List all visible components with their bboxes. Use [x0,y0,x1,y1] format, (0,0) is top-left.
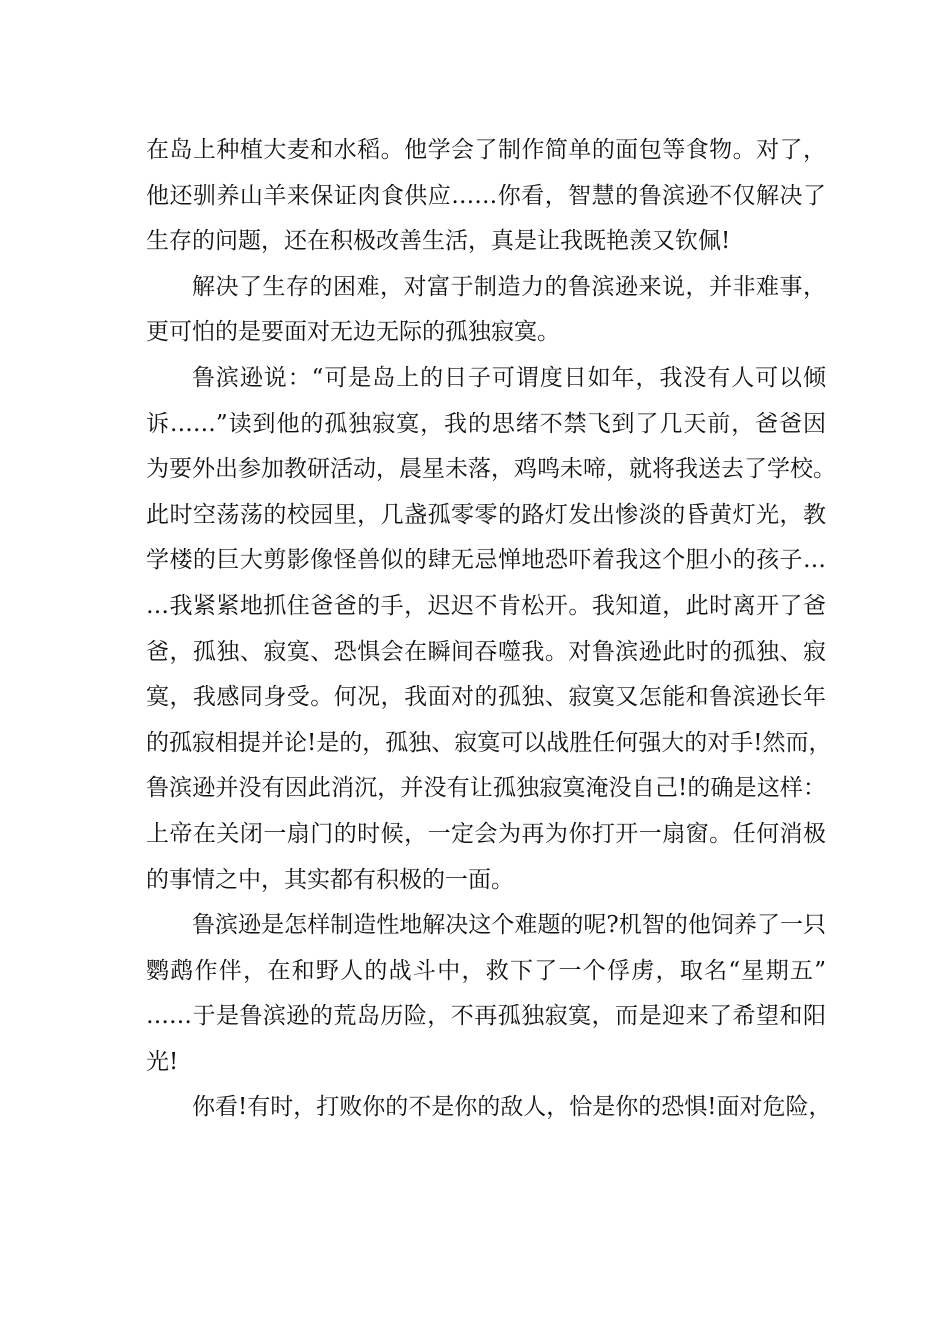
text-line: 上帝在关闭一扇门的时候，一定会为再为你打开一扇窗。任何消极 [146,820,826,847]
text-line: 寞，我感同身受。何况，我面对的孤独、寂寞又怎能和鲁滨逊长年 [146,684,826,711]
text-line: 生存的问题，还在积极改善生活，真是让我既艳羡又钦佩! [146,228,731,255]
text-line: 鲁滨逊并没有因此消沉，并没有让孤独寂寞淹没自己!的确是这样： [146,775,826,802]
text-line: ……于是鲁滨逊的荒岛历险，不再孤独寂寞，而是迎来了希望和阳 [146,1003,826,1030]
text-line: 的孤寂相提并论!是的，孤独、寂寞可以战胜任何强大的对手!然而， [146,729,832,756]
text-line: 此时空荡荡的校园里，几盏孤零零的路灯发出惨淡的昏黄灯光，教 [146,501,826,528]
text-line: 更可怕的是要面对无边无际的孤独寂寞。 [146,319,560,346]
text-line: 你看!有时，打败你的不是你的敌人，恰是你的恐惧!面对危险， [192,1094,832,1121]
text-line: 在岛上种植大麦和水稻。他学会了制作简单的面包等食物。对了， [146,137,826,163]
text-line: 诉……”读到他的孤独寂寞，我的思绪不禁飞到了几天前，爸爸因 [146,410,826,437]
text-line: 鹦鹉作伴，在和野人的战斗中，救下了一个俘虏，取名“星期五” [146,957,826,984]
essay-body-text [146,128,836,1131]
text-line: 爸，孤独、寂寞、恐惧会在瞬间吞噬我。对鲁滨逊此时的孤独、寂 [146,638,826,665]
text-line: 学楼的巨大剪影像怪兽似的肆无忌惮地恐吓着我这个胆小的孩子… [146,547,826,574]
text-line: 鲁滨逊是怎样制造性地解决这个难题的呢?机智的他饲养了一只 [192,912,826,939]
text-line: 为要外出参加教研活动，晨星未落，鸡鸣未啼，就将我送去了学校。 [146,456,836,483]
text-line: …我紧紧地抓住爸爸的手，迟迟不肯松开。我知道，此时离开了爸 [146,592,826,619]
text-line: 解决了生存的困难，对富于制造力的鲁滨逊来说，并非难事， [192,273,826,300]
text-line: 鲁滨逊说：“可是岛上的日子可谓度日如年，我没有人可以倾 [192,364,826,391]
text-line: 他还驯养山羊来保证肉食供应……你看，智慧的鲁滨逊不仅解决了 [146,182,826,209]
text-line: 的事情之中，其实都有积极的一面。 [146,866,514,893]
text-line: 光! [146,1048,179,1075]
